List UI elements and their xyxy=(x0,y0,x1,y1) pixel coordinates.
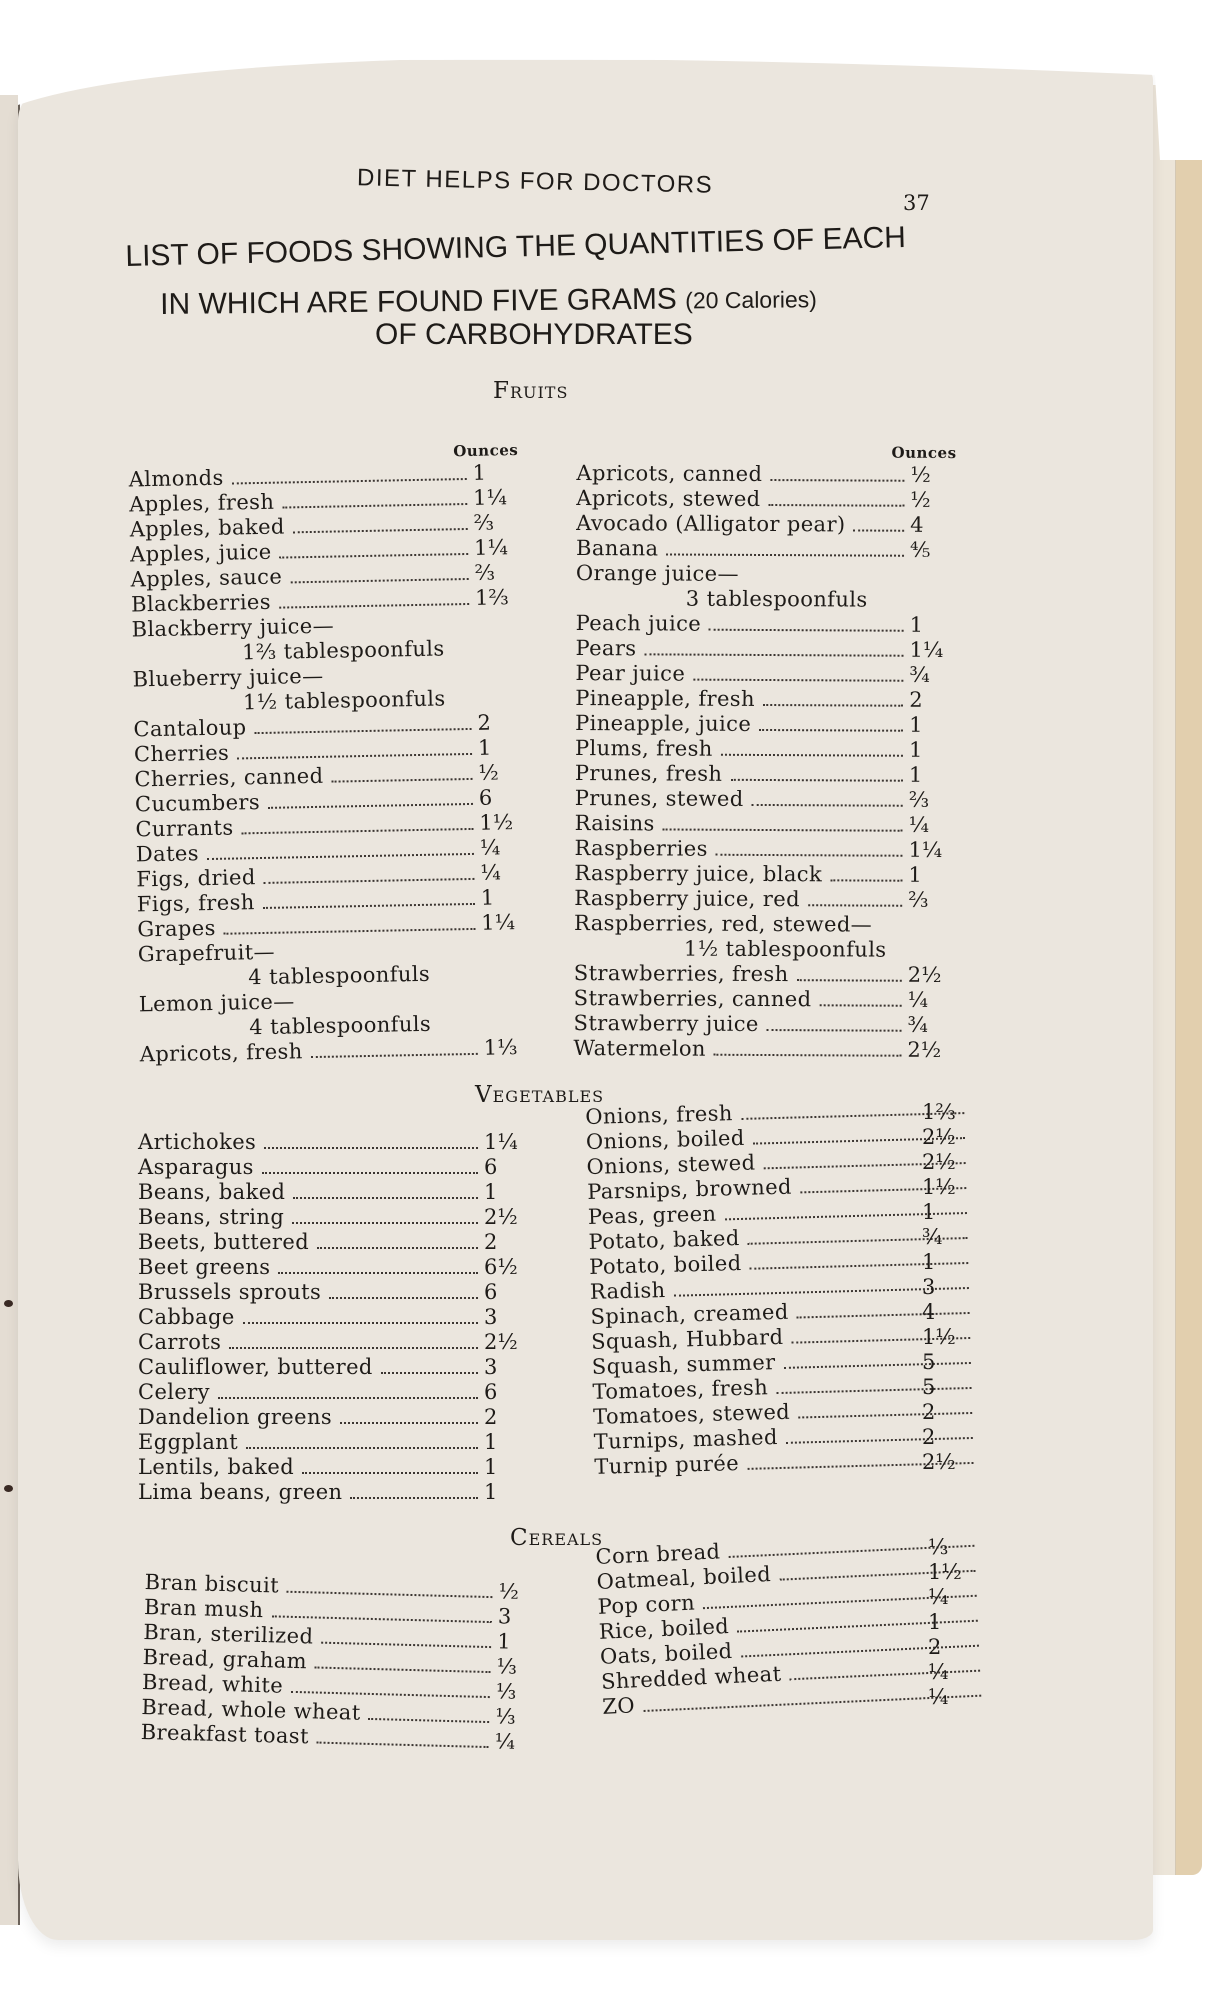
food-name: Apricots, canned xyxy=(576,461,763,486)
facing-page-edge xyxy=(0,95,20,1925)
food-row xyxy=(138,1130,530,1155)
food-quantity-ounces: 1 xyxy=(472,460,487,485)
food-quantity-ounces: 4 xyxy=(910,512,924,537)
food-name: Potato, boiled xyxy=(588,1250,742,1279)
food-row xyxy=(574,911,954,938)
dot-leader xyxy=(292,1222,478,1224)
food-row xyxy=(138,1280,530,1305)
running-head: DIET HELPS FOR DOCTORS xyxy=(356,164,714,199)
food-name: Prunes, stewed xyxy=(574,786,744,811)
dot-leader xyxy=(271,1615,491,1623)
dot-leader xyxy=(268,803,473,809)
food-quantity-ounces: ½ xyxy=(910,462,931,487)
food-quantity-ounces: 1¼ xyxy=(909,637,944,662)
food-quantity-ounces: 1 xyxy=(496,1629,511,1654)
food-name: Pineapple, juice xyxy=(575,711,752,736)
food-quantity-ounces: ¼ xyxy=(480,860,501,885)
food-name: Tomatoes, stewed xyxy=(592,1399,791,1429)
dot-leader xyxy=(278,1272,478,1274)
food-quantity-ounces: ¼ xyxy=(494,1729,516,1754)
cereals-right-values xyxy=(928,1535,962,1710)
food-quantity-ounces: 1 xyxy=(480,885,495,910)
food-name: Watermelon xyxy=(573,1036,706,1061)
food-row xyxy=(574,861,954,888)
food-name: Cantaloup xyxy=(133,715,247,742)
food-name: Raspberries xyxy=(574,836,708,861)
food-name: Apples, juice xyxy=(129,539,272,567)
food-quantity-ounces: ¾ xyxy=(909,662,930,687)
food-quantity-ounces: 1¼ xyxy=(908,837,943,862)
dot-leader xyxy=(280,553,469,559)
dot-leader xyxy=(808,904,902,906)
food-row xyxy=(575,811,955,838)
column-header-ounces xyxy=(577,439,957,463)
food-quantity-ounces: ⅔ xyxy=(908,787,930,812)
dot-leader xyxy=(368,1718,489,1723)
dot-leader xyxy=(716,854,903,857)
food-row xyxy=(574,961,954,988)
food-row xyxy=(574,1011,954,1038)
dot-leader xyxy=(644,653,903,656)
food-name: Cauliflower, buttered xyxy=(138,1355,373,1379)
dot-leader xyxy=(317,1742,489,1748)
food-quantity-ounces: ¼ xyxy=(928,1685,949,1709)
food-quantity-ounces: 2½ xyxy=(484,1330,518,1354)
food-name: Lemon juice— xyxy=(138,989,295,1017)
title-calories-note: (20 Calories) xyxy=(685,286,817,314)
food-name: Grapes xyxy=(137,915,216,942)
food-name: Orange juice— xyxy=(575,561,739,586)
food-name: Blackberries xyxy=(130,589,272,617)
food-name: Onions, fresh xyxy=(585,1101,734,1129)
food-row xyxy=(138,1405,530,1430)
food-quantity-ounces: 2 xyxy=(484,1405,498,1429)
food-quantity-ounces: 1¼ xyxy=(473,535,509,560)
food-quantity-ounces: 2 xyxy=(922,1425,936,1449)
food-name: Onions, stewed xyxy=(586,1150,756,1179)
food-name: Bran, sterilized xyxy=(143,1619,314,1649)
food-row xyxy=(574,886,954,913)
food-row xyxy=(576,611,956,638)
dot-leader xyxy=(830,879,902,881)
food-quantity-ounces: ¼ xyxy=(907,987,929,1012)
dot-leader xyxy=(819,1004,901,1006)
food-quantity-ounces: 1 xyxy=(908,862,922,887)
food-name: Raspberries, red, stewed— xyxy=(574,911,873,937)
food-name: Squash, summer xyxy=(591,1350,776,1379)
dot-leader xyxy=(666,553,904,556)
title-line-3: OF CARBOHYDRATES xyxy=(375,318,693,351)
dot-leader xyxy=(317,1247,478,1249)
food-name: Avocado (Alligator pear) xyxy=(576,511,846,537)
food-quantity-ounces: 1¼ xyxy=(481,910,516,935)
food-name: Peach juice xyxy=(575,611,702,636)
food-name: Celery xyxy=(138,1380,210,1404)
food-name: Strawberries, canned xyxy=(573,986,812,1012)
dot-leader xyxy=(854,529,905,531)
food-name: ZO xyxy=(601,1693,636,1719)
food-name: 1½ tablespoonfuls xyxy=(242,686,446,715)
food-quantity-ounces: ⅓ xyxy=(928,1535,949,1559)
food-quantity-ounces: 4 xyxy=(922,1300,936,1324)
dot-leader xyxy=(224,928,476,935)
food-quantity-ounces: ¼ xyxy=(479,835,501,860)
food-quantity-ounces: 2 xyxy=(909,687,923,712)
food-name: Beans, baked xyxy=(138,1180,286,1204)
food-row xyxy=(576,536,956,563)
dot-leader xyxy=(340,1422,478,1424)
food-name: Cherries, canned xyxy=(134,763,324,792)
food-quantity-ounces: ⅓ xyxy=(496,1654,518,1679)
food-quantity-ounces: 2½ xyxy=(484,1205,518,1229)
food-row xyxy=(576,561,956,588)
food-quantity-ounces: 5 xyxy=(922,1350,936,1374)
binding-stitch xyxy=(4,1485,13,1492)
food-name: Lentils, baked xyxy=(138,1455,295,1479)
dot-leader xyxy=(693,679,903,682)
food-name: Turnip purée xyxy=(594,1451,740,1479)
food-name: Oats, boiled xyxy=(599,1638,733,1669)
section-heading-fruits: Fruits xyxy=(493,378,569,404)
dot-leader xyxy=(246,1447,478,1449)
dot-leader xyxy=(730,779,902,782)
section-heading-vegetables: Vegetables xyxy=(475,1082,605,1108)
food-name: Asparagus xyxy=(138,1155,254,1179)
food-name: Radish xyxy=(589,1277,666,1304)
food-name: Bran biscuit xyxy=(144,1570,280,1598)
food-name: Squash, Hubbard xyxy=(590,1324,784,1354)
food-quantity-ounces: 2 xyxy=(484,1230,498,1254)
food-row xyxy=(575,761,955,788)
food-row xyxy=(138,1380,530,1405)
food-name: Pineapple, fresh xyxy=(575,686,755,711)
food-quantity-ounces: 1 xyxy=(477,735,492,760)
food-quantity-ounces: ¾ xyxy=(907,1012,928,1037)
dot-leader xyxy=(243,1322,478,1324)
food-quantity-ounces: 2½ xyxy=(907,962,942,987)
food-name: Banana xyxy=(575,536,659,561)
vegetables-right-values xyxy=(922,1100,956,1475)
dot-leader xyxy=(315,1666,491,1673)
food-quantity-ounces: 1½ xyxy=(928,1560,962,1584)
food-name: Dates xyxy=(135,841,200,867)
food-row xyxy=(138,1155,530,1180)
food-quantity-ounces: 6 xyxy=(484,1380,498,1404)
dot-leader xyxy=(207,853,474,860)
food-name: Bran mush xyxy=(143,1594,264,1623)
food-name: Turnips, mashed xyxy=(593,1425,779,1454)
food-name: Cucumbers xyxy=(134,790,261,817)
food-quantity-ounces: 1¼ xyxy=(472,485,508,510)
dot-leader xyxy=(721,754,903,757)
food-quantity-ounces: 1 xyxy=(908,762,923,787)
food-quantity-ounces: 6½ xyxy=(484,1255,518,1279)
food-row xyxy=(576,486,956,513)
food-quantity-ounces: 6 xyxy=(478,785,493,810)
food-name: Apples, baked xyxy=(129,514,285,542)
food-quantity-ounces: ⅔ xyxy=(908,887,929,912)
binding-stitch xyxy=(4,1300,13,1307)
dot-leader xyxy=(350,1497,478,1499)
food-row xyxy=(575,686,955,713)
food-quantity-ounces: 1 xyxy=(484,1180,498,1204)
food-row xyxy=(574,936,954,963)
food-quantity-ounces: 5 xyxy=(922,1375,936,1399)
food-name: Apples, fresh xyxy=(128,489,275,517)
food-quantity-ounces: 3 xyxy=(484,1305,498,1329)
food-quantity-ounces: 6 xyxy=(484,1155,498,1179)
food-quantity-ounces: 2 xyxy=(922,1400,936,1424)
food-name: Strawberry juice xyxy=(573,1011,759,1036)
food-quantity-ounces: 2½ xyxy=(907,1037,942,1062)
food-quantity-ounces: 1⅓ xyxy=(483,1035,518,1060)
food-row xyxy=(574,986,954,1013)
food-name: Raspberry juice, black xyxy=(574,861,823,887)
dot-leader xyxy=(709,629,904,632)
food-quantity-ounces: 2 xyxy=(928,1635,942,1659)
dot-leader xyxy=(329,1297,478,1299)
food-name: Plums, fresh xyxy=(574,736,713,761)
food-name: Potato, baked xyxy=(588,1226,740,1254)
food-name: Grapefruit— xyxy=(137,939,276,967)
food-row xyxy=(138,1330,530,1355)
food-name: Raspberry juice, red xyxy=(574,886,801,912)
food-name: Prunes, fresh xyxy=(574,761,723,786)
food-name: 1⅔ tablespoonfuls xyxy=(241,636,445,665)
food-quantity-ounces: 2½ xyxy=(922,1125,956,1149)
food-quantity-ounces: 2 xyxy=(477,710,492,735)
food-name: Shredded wheat xyxy=(600,1661,782,1694)
dot-leader xyxy=(232,478,467,485)
food-quantity-ounces: 1 xyxy=(484,1480,498,1504)
food-row xyxy=(138,1430,530,1455)
food-quantity-ounces: 1⅔ xyxy=(922,1100,956,1124)
food-name: Bread, graham xyxy=(142,1644,308,1674)
dot-leader xyxy=(321,1642,491,1648)
title-line-2 xyxy=(160,281,817,322)
dot-leader xyxy=(763,704,903,707)
food-quantity-ounces: 1 xyxy=(908,737,923,762)
food-name: Apricots, fresh xyxy=(139,1039,303,1067)
food-name: Parsnips, browned xyxy=(586,1174,793,1204)
dot-leader xyxy=(759,729,903,732)
food-name: 1½ tablespoonfuls xyxy=(683,936,887,962)
food-name: Figs, fresh xyxy=(136,890,255,917)
dot-leader xyxy=(264,878,475,884)
dot-leader xyxy=(714,1054,902,1057)
dot-leader xyxy=(263,903,475,909)
dot-leader xyxy=(381,1372,478,1374)
food-name: Carrots xyxy=(138,1330,222,1354)
food-name: Pears xyxy=(575,636,637,661)
food-name: Spinach, creamed xyxy=(590,1299,789,1329)
food-quantity-ounces: ⅓ xyxy=(494,1704,516,1729)
food-row xyxy=(138,1230,530,1255)
food-quantity-ounces: 1⅔ xyxy=(474,585,510,610)
dot-leader xyxy=(290,578,468,583)
food-name: Beet greens xyxy=(138,1255,271,1279)
food-row xyxy=(575,736,955,763)
dot-leader xyxy=(311,1053,478,1058)
food-quantity-ounces: 3 xyxy=(497,1604,512,1629)
food-name: Apricots, stewed xyxy=(576,486,761,511)
food-row xyxy=(138,1455,530,1480)
page-number: 37 xyxy=(903,191,930,215)
food-quantity-ounces: 1 xyxy=(484,1455,498,1479)
food-quantity-ounces: 2½ xyxy=(922,1450,956,1474)
food-name: Currants xyxy=(135,815,234,842)
dot-leader xyxy=(242,828,474,834)
dot-leader xyxy=(293,1197,478,1199)
food-row xyxy=(575,711,955,738)
food-quantity-ounces: ½ xyxy=(498,1579,520,1604)
food-name: Pop corn xyxy=(597,1590,696,1619)
food-quantity-ounces: ⅘ xyxy=(909,537,931,562)
food-name: Strawberries, fresh xyxy=(573,961,789,987)
cereals-left-column xyxy=(140,1570,544,1755)
food-quantity-ounces: 1¼ xyxy=(484,1130,518,1154)
food-quantity-ounces: 3 xyxy=(922,1275,936,1299)
food-name: Lima beans, green xyxy=(138,1480,343,1504)
food-name: Eggplant xyxy=(138,1430,239,1454)
dot-leader xyxy=(287,1591,493,1598)
title-line-1-text: LIST OF FOODS SHOWING THE QUANTITIES OF EACH xyxy=(125,220,907,273)
dot-leader xyxy=(797,979,902,982)
food-name: Bread, whole wheat xyxy=(141,1694,361,1725)
food-name: Apples, sauce xyxy=(130,564,283,592)
food-row xyxy=(138,1205,530,1230)
vegetables-left-column xyxy=(138,1130,530,1505)
food-name: Beets, buttered xyxy=(138,1230,310,1254)
dot-leader xyxy=(218,1397,478,1399)
food-quantity-ounces: ½ xyxy=(478,760,500,785)
food-name: Pear juice xyxy=(575,661,686,686)
food-name: Artichokes xyxy=(138,1130,257,1154)
food-quantity-ounces: ¾ xyxy=(922,1225,943,1249)
food-name: Corn bread xyxy=(595,1539,721,1569)
food-quantity-ounces: ¼ xyxy=(908,812,930,837)
food-name: Figs, dried xyxy=(136,865,256,892)
food-name: Dandelion greens xyxy=(138,1405,333,1429)
fruits-right-column xyxy=(573,439,956,1063)
food-row xyxy=(138,1180,530,1205)
dot-leader xyxy=(262,1172,478,1174)
dot-leader xyxy=(282,503,467,509)
dot-leader xyxy=(255,728,472,734)
food-quantity-ounces: 1½ xyxy=(922,1325,956,1349)
food-quantity-ounces: 1 xyxy=(484,1430,498,1454)
food-quantity-ounces: ⅓ xyxy=(495,1679,517,1704)
food-quantity-ounces: 2½ xyxy=(922,1150,956,1174)
food-quantity-ounces: ⅔ xyxy=(473,510,495,535)
food-row xyxy=(576,586,956,613)
food-name: 4 tablespoonfuls xyxy=(248,961,431,990)
section-heading-cereals: Cereals xyxy=(510,1525,604,1551)
food-name: Beans, string xyxy=(138,1205,285,1229)
food-row xyxy=(138,1305,530,1330)
food-quantity-ounces: 6 xyxy=(484,1280,498,1304)
food-quantity-ounces: 1 xyxy=(922,1200,936,1224)
dot-leader xyxy=(663,828,903,831)
food-name: 4 tablespoonfuls xyxy=(249,1011,432,1040)
vegetables-right-column xyxy=(585,1095,980,1480)
food-name: Peas, green xyxy=(587,1201,717,1229)
food-name: Raisins xyxy=(574,811,655,836)
food-quantity-ounces: 1 xyxy=(909,712,923,737)
food-name: Cabbage xyxy=(138,1305,235,1329)
title-line-2-text: IN WHICH ARE FOUND FIVE GRAMS xyxy=(160,282,678,321)
dot-leader xyxy=(767,1029,902,1032)
dot-leader xyxy=(229,1347,478,1349)
dot-leader xyxy=(264,1147,478,1149)
fruits-left-column xyxy=(128,438,530,1067)
food-name: Almonds xyxy=(128,465,224,492)
food-row xyxy=(138,1480,530,1505)
dot-leader xyxy=(291,1691,490,1698)
dot-leader xyxy=(293,528,468,533)
food-quantity-ounces: ¼ xyxy=(928,1585,949,1609)
food-row xyxy=(138,1355,530,1380)
dot-leader xyxy=(237,753,472,760)
dot-leader xyxy=(302,1472,478,1474)
dot-leader xyxy=(752,804,903,807)
food-quantity-ounces: ¼ xyxy=(928,1660,949,1684)
food-row xyxy=(575,636,955,663)
food-quantity-ounces: 1 xyxy=(922,1250,936,1274)
food-quantity-ounces: 1½ xyxy=(922,1175,956,1199)
food-name: Tomatoes, fresh xyxy=(592,1375,769,1404)
food-name: Rice, boiled xyxy=(598,1614,730,1644)
food-name: Blackberry juice— xyxy=(131,613,335,642)
food-name: Oatmeal, boiled xyxy=(596,1562,772,1594)
food-row xyxy=(573,1036,953,1063)
food-name: 3 tablespoonfuls xyxy=(685,586,868,612)
food-row xyxy=(575,661,955,688)
dot-leader xyxy=(769,504,905,507)
dot-leader xyxy=(332,778,473,783)
food-name: Bread, white xyxy=(141,1669,284,1698)
food-name: Blueberry juice— xyxy=(132,663,324,692)
column-header-label: Ounces xyxy=(453,440,519,461)
food-quantity-ounces: ⅔ xyxy=(474,560,496,585)
food-name: Brussels sprouts xyxy=(138,1280,322,1304)
food-row xyxy=(574,836,954,863)
food-quantity-ounces: ½ xyxy=(910,487,931,512)
food-quantity-ounces: 1½ xyxy=(479,810,514,835)
food-name: Breakfast toast xyxy=(140,1719,310,1749)
column-header-label: Ounces xyxy=(891,443,957,462)
food-name: Onions, boiled xyxy=(585,1125,745,1154)
food-quantity-ounces: 3 xyxy=(484,1355,498,1379)
food-row xyxy=(575,786,955,813)
food-row xyxy=(576,511,956,538)
food-row xyxy=(138,1255,530,1280)
dot-leader xyxy=(279,603,469,609)
food-quantity-ounces: 1 xyxy=(909,612,924,637)
food-name: Cherries xyxy=(133,740,230,767)
food-quantity-ounces: 1 xyxy=(928,1610,942,1634)
dot-leader xyxy=(770,479,904,482)
